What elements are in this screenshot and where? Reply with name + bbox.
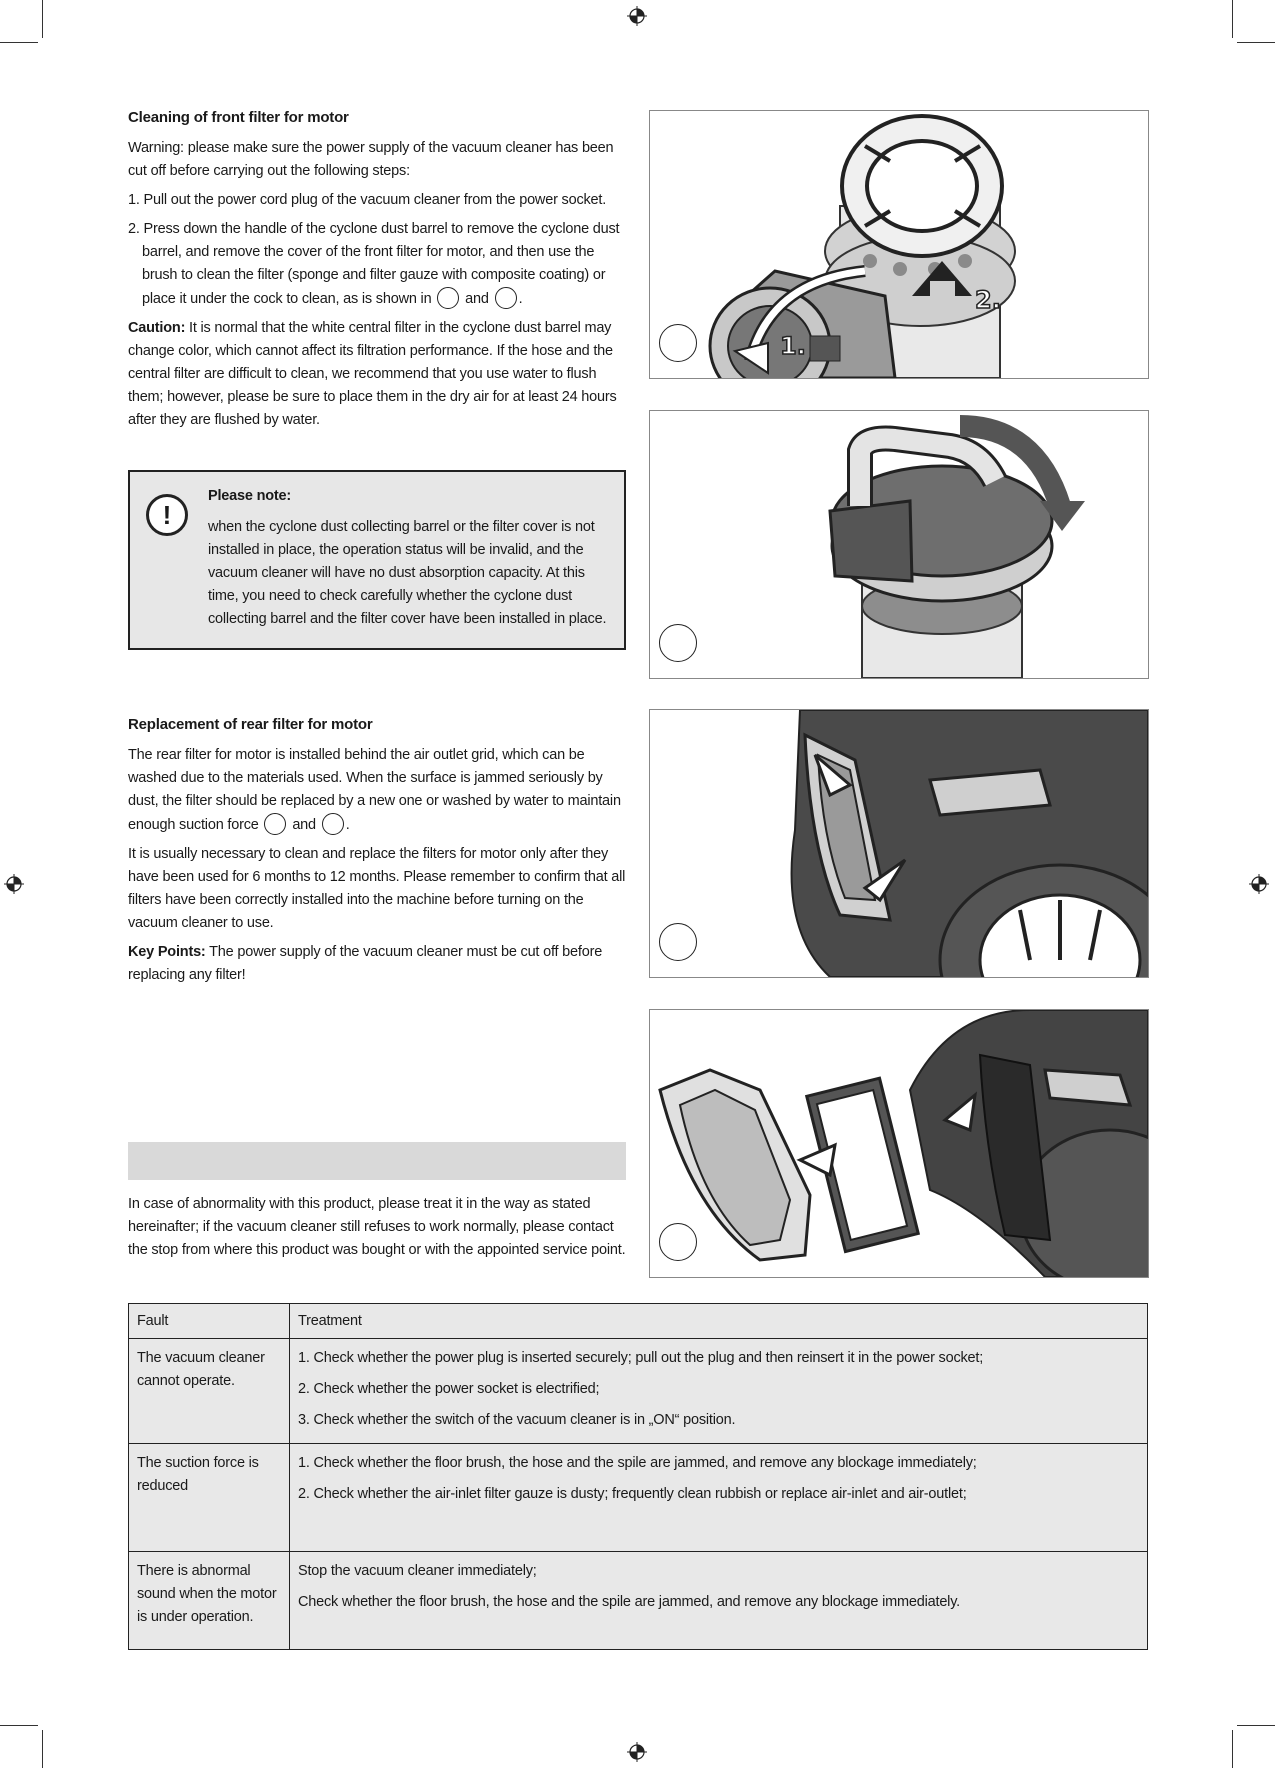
crop-mark bbox=[42, 1730, 43, 1768]
note-title: Please note: bbox=[208, 488, 292, 504]
treatment-line: 3. Check whether the switch of the vacuum cleaner is in „ON“ position. bbox=[298, 1412, 736, 1428]
caution-text: It is normal that the white central filter in the cyclone dust barrel may change color, which cannot affect its filtration performance. If the hose and the central filter are difficult to clean, we recommend that you use water to flush them; however, please be sure to place them in the dry air for at least 24 hours after they are flushed by water. bbox=[128, 320, 617, 428]
key-points-label: Key Points: bbox=[128, 944, 206, 960]
key-points-text: The power supply of the vacuum cleaner must be cut off before replacing any filter! bbox=[128, 944, 603, 983]
section-title-front-filter: Cleaning of front filter for motor bbox=[128, 109, 349, 126]
troubleshooting-heading-bar bbox=[128, 1142, 626, 1180]
step-1-text: 1. Pull out the power cord plug of the vacuum cleaner from the power socket. bbox=[128, 192, 607, 208]
crop-mark bbox=[0, 42, 38, 43]
crop-mark bbox=[42, 0, 43, 38]
figure-rear-outlet-grid bbox=[649, 709, 1149, 978]
registration-mark-icon bbox=[1249, 874, 1269, 894]
treatment-line: 2. Check whether the air-inlet filter gauze is dusty; frequently clean rubbish or replace air-inlet and air-outlet; bbox=[298, 1486, 967, 1502]
registration-mark-icon bbox=[627, 1742, 647, 1762]
crop-mark bbox=[1232, 1730, 1233, 1768]
and-text: and bbox=[292, 817, 316, 833]
treatment-line: 1. Check whether the power plug is inserted securely; pull out the plug and then reinsert it in the power socket; bbox=[298, 1350, 984, 1366]
note-text: when the cyclone dust collecting barrel or the filter cover is not installed in place, the operation status will be invalid, and the vacuum cleaner will have no dust absorption capacity. At this time, you need to check carefully whether the cyclone dust collecting barrel and the filter cover have been installed in place. bbox=[208, 519, 607, 627]
column-header-fault: Fault bbox=[129, 1304, 290, 1339]
period-text: . bbox=[345, 817, 350, 833]
treatment-line: Check whether the floor brush, the hose and the spile are jammed, and remove any blockage immediately. bbox=[298, 1594, 961, 1610]
crop-mark bbox=[1237, 1725, 1275, 1726]
fault-cell: The vacuum cleaner cannot operate. bbox=[129, 1339, 290, 1444]
treatment-line: 2. Check whether the power socket is electrified; bbox=[298, 1381, 600, 1397]
figure-ref-circle bbox=[495, 287, 517, 309]
rear-outlet-grid-illustration bbox=[650, 710, 1148, 977]
front-filter-body bbox=[128, 137, 628, 438]
treatment-cell bbox=[290, 1552, 1148, 1650]
crop-mark bbox=[1232, 0, 1233, 38]
figure-cyclone-barrel-handle bbox=[649, 410, 1149, 679]
table-row bbox=[129, 1552, 1148, 1650]
figure-number-badge bbox=[659, 1223, 697, 1261]
key-points-paragraph bbox=[128, 941, 628, 987]
treatment-line: Stop the vacuum cleaner immediately; bbox=[298, 1563, 537, 1579]
caution-paragraph bbox=[128, 317, 628, 432]
crop-mark bbox=[0, 1725, 38, 1726]
fault-treatment-table bbox=[128, 1303, 1148, 1650]
warning-text: Warning: please make sure the power supply of the vacuum cleaner has been cut off before carrying out the following steps: bbox=[128, 140, 614, 179]
rear-para-1-text: The rear filter for motor is installed behind the air outlet grid, which can be washed due to the materials used. When the surface is jammed seriously by dust, the filter should be replaced by a new one or washed by water to maintain enough suction force bbox=[128, 747, 621, 833]
fault-cell: There is abnormal sound when the motor is under operation. bbox=[129, 1552, 290, 1650]
rear-filter-replacement-illustration bbox=[650, 1010, 1148, 1277]
period-text: . bbox=[518, 291, 523, 307]
figure-ref-circle bbox=[437, 287, 459, 309]
treatment-cell bbox=[290, 1444, 1148, 1552]
figure-ref-circle bbox=[264, 813, 286, 835]
crop-mark bbox=[1237, 42, 1275, 43]
warning-exclamation-icon: ! bbox=[146, 494, 188, 536]
please-note-box bbox=[128, 470, 626, 650]
step-2-paragraph bbox=[128, 218, 628, 311]
fault-cell: The suction force is reduced bbox=[129, 1444, 290, 1552]
treatment-line: 1. Check whether the floor brush, the hose and the spile are jammed, and remove any blockage immediately; bbox=[298, 1455, 977, 1471]
note-content bbox=[208, 485, 613, 631]
registration-mark-icon bbox=[627, 6, 647, 26]
caution-label: Caution: bbox=[128, 320, 186, 336]
front-filter-illustration bbox=[650, 111, 1148, 378]
registration-mark-icon bbox=[4, 874, 24, 894]
figure-label-step-1: 1. bbox=[780, 332, 806, 360]
and-text: and bbox=[465, 291, 489, 307]
figure-number-badge bbox=[659, 923, 697, 961]
table-row bbox=[129, 1444, 1148, 1552]
figure-ref-circle bbox=[322, 813, 344, 835]
figure-front-filter-removal bbox=[649, 110, 1149, 379]
figure-number-badge bbox=[659, 324, 697, 362]
section-title-rear-filter: Replacement of rear filter for motor bbox=[128, 716, 373, 733]
rear-para-1 bbox=[128, 744, 628, 837]
rear-filter-body bbox=[128, 744, 628, 993]
cyclone-barrel-illustration bbox=[650, 411, 1148, 678]
rear-para-2: It is usually necessary to clean and replace the filters for motor only after they have been used for 6 months to 12 months. Please remember to confirm that all filters have been correctly installed into the machine before turning on the vacuum cleaner to use. bbox=[128, 846, 626, 931]
figure-rear-filter-replacement bbox=[649, 1009, 1149, 1278]
column-header-treatment: Treatment bbox=[290, 1304, 1148, 1339]
troubleshooting-intro: In case of abnormality with this product, please treat it in the way as stated hereinafter; if the vacuum cleaner still refuses to work normally, please contact the stop from where this product was bought or with the appointed service point. bbox=[128, 1196, 626, 1258]
step-2-text: 2. Press down the handle of the cyclone dust barrel to remove the cyclone dust barrel, and remove the cover of the front filter for motor, and then use the brush to clean the filter (sponge and filter gauze with composite coating) or place it under the cock to clean, as is shown in bbox=[128, 221, 620, 307]
figure-number-badge bbox=[659, 624, 697, 662]
table-row bbox=[129, 1339, 1148, 1444]
table-header-row bbox=[129, 1304, 1148, 1339]
figure-label-step-2: 2. bbox=[975, 286, 1001, 314]
treatment-cell bbox=[290, 1339, 1148, 1444]
